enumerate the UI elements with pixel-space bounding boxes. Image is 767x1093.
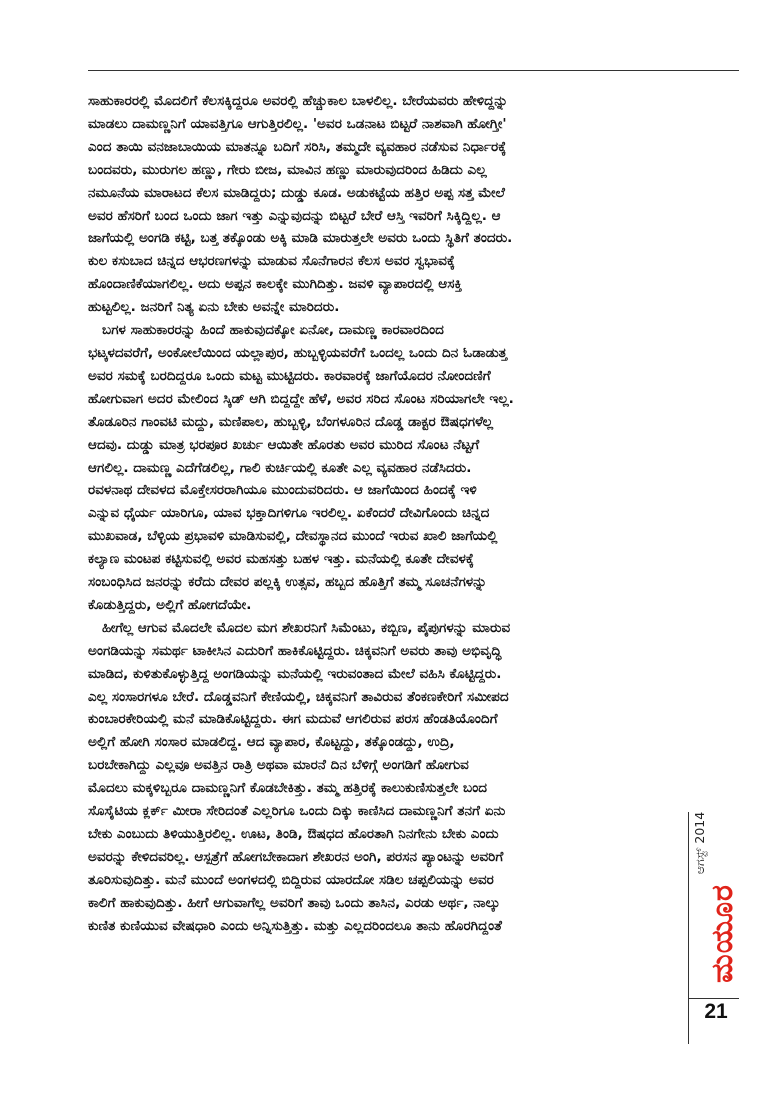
issue-date xyxy=(690,812,710,874)
text-line: ತೂರಿಸುವುದಿತ್ತು. ಮನೆ ಮುಂದೆ ಅಂಗಳದಲ್ಲಿ ಬಿದ್ದಿರುವ ಯಾರದೋ ಸಡಿಲ ಚಪ್ಪಲಿಯನ್ನು ಅವರ xyxy=(88,871,494,888)
text-line: ಕುಣಿತ ಕುಣಿಯುವ ವೇಷಧಾರಿ ಎಂದು ಅನ್ನಿಸುತ್ತಿತ್ತು. ಮತ್ತು ಎಲ್ಲದರಿಂದಲೂ ತಾನು ಹೊರಗಿದ್ದಂತೆ xyxy=(88,917,502,934)
paragraph-1 xyxy=(88,90,682,319)
text-line: ನಮೂನೆಯ ಮಾರಾಟದ ಕೆಲಸ ಮಾಡಿದ್ದರು; ದುಡ್ಡು ಕೂಡ. ಅಡುಕಟ್ಟೆಯ ಹತ್ತಿರ ಅಪ್ಪ ಸತ್ತ ಮೇಲೆ xyxy=(88,184,505,201)
text-line: ಜಾಗೆಯಲ್ಲಿ ಅಂಗಡಿ ಕಟ್ಟಿ, ಬತ್ತ ತಕ್ಕೊಂಡು ಅಕ್ಕಿ ಮಾಡಿ ಮಾರುತ್ತಲೇ ಅವರು ಒಂದು ಸ್ಥಿತಿಗೆ ತಂದರು. xyxy=(88,230,513,247)
magazine-logo-text: ಮಯೂರ xyxy=(704,883,740,983)
text-line: ಹೀಗೆಲ್ಲ ಆಗುವ ಮೊದಲೇ ಮೊದಲ ಮಗ ಶೇಖರನಿಗೆ ಸಿಮೆಂಟು, ಕಬ್ಬಿಣ, ಪೈಪುಗಳನ್ನು ಮಾರುವ xyxy=(102,619,511,636)
magazine-logo xyxy=(704,873,740,993)
margin-divider xyxy=(688,812,689,1044)
text-line: ಮೊದಲು ಮಕ್ಕಳಿಬ್ಬರೂ ದಾಮಣ್ಣನಿಗೆ ಕೊಡಬೇಕಿತ್ತು. ತಮ್ಮ ಹತ್ತಿರಕ್ಕೆ ಕಾಲುಕುಣಿಸುತ್ತಲೇ ಬಂದ xyxy=(88,780,488,797)
text-line: ಮುಖವಾಡ, ಬೆಳ್ಳಿಯ ಪ್ರಭಾವಳಿ ಮಾಡಿಸುವಲ್ಲಿ, ದೇವಸ್ಥಾನದ ಮುಂದೆ ಇರುವ ಖಾಲಿ ಜಾಗೆಯಲ್ಲಿ xyxy=(88,528,498,545)
text-line: ರವಳನಾಥ ದೇವಳದ ಮೊಕ್ತೇಸರರಾಗಿಯೂ ಮುಂದುವರಿದರು. ಆ ಜಾಗೆಯಿಂದ ಹಿಂದಕ್ಕೆ ಇಳಿ xyxy=(88,482,477,499)
text-line: ಕೊಡುತ್ತಿದ್ದರು, ಅಲ್ಲಿಗೆ ಹೋಗದೆಯೇ. xyxy=(88,596,252,613)
text-line: ಕಾಲಿಗೆ ಹಾಕುವುದಿತ್ತು. ಹೀಗೆ ಆಗುವಾಗೆಲ್ಲ ಅವರಿಗೆ ತಾವು ಒಂದು ತಾಸಿನ, ಎರಡು ಅರ್ಥ, ನಾಲ್ಕು xyxy=(88,894,501,911)
text-line: ಕುಲ ಕಸುಬಾದ ಚಿನ್ನದ ಆಭರಣಗಳನ್ನು ಮಾಡುವ ಸೊನೆಗಾರನ ಕೆಲಸ ಅವರ ಸ್ವಭಾವಕ್ಕೆ xyxy=(88,253,455,270)
text-line: ಬೇಕು ಎಂಬುದು ತಿಳಿಯುತ್ತಿರಲಿಲ್ಲ. ಊಟ, ತಿಂಡಿ, ಔಷಧದ ಹೊರತಾಗಿ ನಿನಗೇನು ಬೇಕು ಎಂದು xyxy=(88,826,499,842)
text-line: ಅವರನ್ನು ಕೇಳಿದವರಿಲ್ಲ. ಆಸ್ಪತ್ರೆಗೆ ಹೋಗಬೇಕಾದಾಗ ಶೇಖರನ ಅಂಗಿ, ಪರಸನ ಪ್ಯಾಂಟನ್ನು ಅವರಿಗೆ xyxy=(88,848,504,865)
text-line: ಭಟ್ಕಳದವರೆಗೆ, ಅಂಕೋಲೆಯಿಂದ ಯಲ್ಲಾಪುರ, ಹುಬ್ಬಳ್ಳಿಯವರೆಗೆ ಒಂದಲ್ಲ ಒಂದು ದಿನ ಓಡಾಡುತ್ತ xyxy=(88,344,508,361)
issue-date-text: ಆಗಸ್ಟ್ 2014 xyxy=(692,811,708,875)
text-line: ತೊಡೂರಿನ ಗಾಂವಟಿ ಮದ್ದು, ಮಣಿಪಾಲ, ಹುಬ್ಬಳ್ಳಿ, ಬೆಂಗಳೂರಿನ ದೊಡ್ಡ ಡಾಕ್ಟರ ಔಷಧಗಳೆಲ್ಲ xyxy=(88,413,494,430)
text-line: ಆಗಲಿಲ್ಲ. ದಾಮಣ್ಣ ಎದೆಗೆಡಲಿಲ್ಲ, ಗಾಲಿ ಕುರ್ಚಿಯಲ್ಲಿ ಕೂತೇ ಎಲ್ಲ ವ್ಯವಹಾರ ನಡೆಸಿದರು. xyxy=(88,459,472,476)
top-divider xyxy=(88,70,739,71)
text-line: ಸಂಬಂಧಿಸಿದ ಜನರನ್ನು ಕರೆದು ದೇವರ ಪಲ್ಲಕ್ಕಿ ಉತ್ಸವ, ಹಬ್ಬದ ಹೊತ್ತಿಗೆ ತಮ್ಮ ಸೂಚನೆಗಳನ್ನು xyxy=(88,574,487,591)
text-line: ಹುಟ್ಟಲಿಲ್ಲ. ಜನರಿಗೆ ನಿತ್ಯ ಏನು ಬೇಕು ಅವನ್ನೇ ಮಾರಿದರು. xyxy=(88,299,340,316)
text-line: ಬಗಳ ಸಾಹುಕಾರರನ್ನು ಹಿಂದೆ ಹಾಕುವುದಕ್ಕೋ ಏನೋ, ದಾಮಣ್ಣ ಕಾರವಾರದಿಂದ xyxy=(102,322,444,339)
paragraph-2 xyxy=(88,319,682,617)
page-number: 21 xyxy=(704,1000,728,1023)
text-line: ಎಲ್ಲ ಸಂಸಾರಗಳೂ ಬೇರೆ. ದೊಡ್ಡವನಿಗೆ ಕೇಣಿಯಲ್ಲಿ, ಚಿಕ್ಕವನಿಗೆ ತಾವಿರುವ ತೆಂಕಣಕೇರಿಗೆ ಸಮೀಪದ xyxy=(88,688,509,705)
text-line: ಎಂದ ತಾಯಿ ವನಜಾಬಾಯಿಯ ಮಾತನ್ನೂ ಬದಿಗೆ ಸರಿಸಿ, ತಮ್ಮದೇ ವ್ಯವಹಾರ ನಡೆಸುವ ನಿರ್ಧಾರಕ್ಕೆ xyxy=(88,138,507,155)
text-line: ಅಂಗಡಿಯನ್ನು ಸಮರ್ಥ ಟಾಕೀಸಿನ ಎದುರಿಗೆ ಹಾಕಿಕೊಟ್ಟಿದ್ದರು. ಚಿಕ್ಕವನಿಗೆ ಅವರು ತಾವು ಅಭಿವೃದ್ಧಿ xyxy=(88,642,502,659)
paragraph-3 xyxy=(88,617,682,938)
text-line: ಅಲ್ಲಿಗೆ ಹೋಗಿ ಸಂಸಾರ ಮಾಡಲಿದ್ದ. ಆದ ವ್ಯಾಪಾರ, ಕೊಟ್ಟದ್ದು, ತಕ್ಕೊಂಡದ್ದು, ಉದ್ರಿ, xyxy=(88,734,455,751)
text-line: ಬರಬೇಕಾಗಿದ್ದು ಎಲ್ಲವೂ ಅವತ್ತಿನ ರಾತ್ರಿ ಅಥವಾ ಮಾರನೆ ದಿನ ಬೆಳಿಗ್ಗೆ ಅಂಗಡಿಗೆ ಹೋಗುವ xyxy=(88,757,469,774)
text-line: ಹೋಗುವಾಗ ಅದರ ಮೇಲಿಂದ ಸ್ಕಿಡ್ ಆಗಿ ಬಿದ್ದದ್ದೇ ಹೆಳೆ, ಅವರ ಸರಿದ ಸೊಂಟ ಸರಿಯಾಗಲೇ ಇಲ್ಲ. xyxy=(88,390,514,407)
text-line: ಮಾಡಿದ, ಕುಳಿತುಕೊಳ್ಳುತ್ತಿದ್ದ ಅಂಗಡಿಯನ್ನು ಮನೆಯಲ್ಲಿ ಇರುವಂತಾದ ಮೇಲೆ ವಹಿಸಿ ಕೊಟ್ಟಿದ್ದರು. xyxy=(88,665,502,682)
text-line: ಕಲ್ಯಾಣ ಮಂಟಪ ಕಟ್ಟಿಸುವಲ್ಲಿ ಅವರ ಮಹಸತ್ತು ಬಹಳ ಇತ್ತು. ಮನೆಯಲ್ಲಿ ಕೂತೇ ದೇವಳಕ್ಕೆ xyxy=(88,551,474,568)
text-line: ಮಾಡಲು ದಾಮಣ್ಣನಿಗೆ ಯಾವತ್ತಿಗೂ ಆಗುತ್ತಿರಲಿಲ್ಲ. 'ಅವರ ಒಡನಾಟ ಬಿಟ್ಟರೆ ನಾಶವಾಗಿ ಹೋಗ್ತೀ' xyxy=(88,115,507,132)
text-line: ಹೊಂದಾಣಿಕೆಯಾಗಲಿಲ್ಲ. ಅದು ಅಪ್ಪನ ಕಾಲಕ್ಕೇ ಮುಗಿದಿತ್ತು. ಜವಳಿ ವ್ಯಾಪಾರದಲ್ಲಿ ಆಸಕ್ತಿ xyxy=(88,276,462,293)
text-line: ಬಂದವರು, ಮುರುಗಲ ಹಣ್ಣು, ಗೇರು ಬೀಜ, ಮಾವಿನ ಹಣ್ಣು ಮಾರುವುದರಿಂದ ಹಿಡಿದು ಎಲ್ಲ xyxy=(88,161,487,178)
article-body xyxy=(88,90,682,938)
text-line: ಕುಂಬಾರಕೇರಿಯಲ್ಲಿ ಮನೆ ಮಾಡಿಕೊಟ್ಟಿದ್ದರು. ಈಗ ಮದುವೆ ಆಗಲಿರುವ ಪರಸ ಹೆಂಡತಿಯೊಂದಿಗೆ xyxy=(88,711,498,728)
text-line: ಅವರ ಸಮಕ್ಕೆ ಬರದಿದ್ದರೂ ಒಂದು ಮಟ್ಟ ಮುಟ್ಟಿದರು. ಕಾರವಾರಕ್ಕೆ ಜಾಗೆಯೊದರ ನೋಂದಣಿಗೆ xyxy=(88,367,491,384)
text-line: ಸೊಸೈಟಿಯ ಕ್ಲರ್ಕ್ ಮೀರಾ ಸೇರಿದಂತೆ ಎಲ್ಲರಿಗೂ ಒಂದು ದಿಕ್ಕು ಕಾಣಿಸಿದ ದಾಮಣ್ಣನಿಗೆ ತನಗೆ ಏನು xyxy=(88,803,506,820)
text-line: ಅವರ ಹೆಸರಿಗೆ ಬಂದ ಒಂದು ಜಾಗ ಇತ್ತು ಎನ್ನುವುದನ್ನು ಬಿಟ್ಟರೆ ಬೇರೆ ಆಸ್ತಿ ಇವರಿಗೆ ಸಿಕ್ಕಿದ್ದಿಲ್ಲ. ಆ xyxy=(88,207,501,224)
text-line: ಸಾಹುಕಾರರಲ್ಲಿ ಮೊದಲಿಗೆ ಕೆಲಸಕ್ಕಿದ್ದರೂ ಅವರಲ್ಲಿ ಹೆಚ್ಚುಕಾಲ ಬಾಳಲಿಲ್ಲ. ಬೇರೆಯವರು ಹೇಳಿದ್ದನ್ನು xyxy=(88,93,508,109)
text-line: ಆದವು. ದುಡ್ಡು ಮಾತ್ರ ಭರಪೂರ ಖರ್ಚು ಆಯಿತೇ ಹೊರತು ಅವರ ಮುರಿದ ಸೊಂಟ ನೆಟ್ಟಗೆ xyxy=(88,436,480,453)
text-line: ಎನ್ನುವ ಧೈರ್ಯ ಯಾರಿಗೂ, ಯಾವ ಭಕ್ತಾದಿಗಳಿಗೂ ಇರಲಿಲ್ಲ. ಏಕೆಂದರೆ ದೇವಿಗೊಂದು ಚಿನ್ನದ xyxy=(88,505,490,522)
